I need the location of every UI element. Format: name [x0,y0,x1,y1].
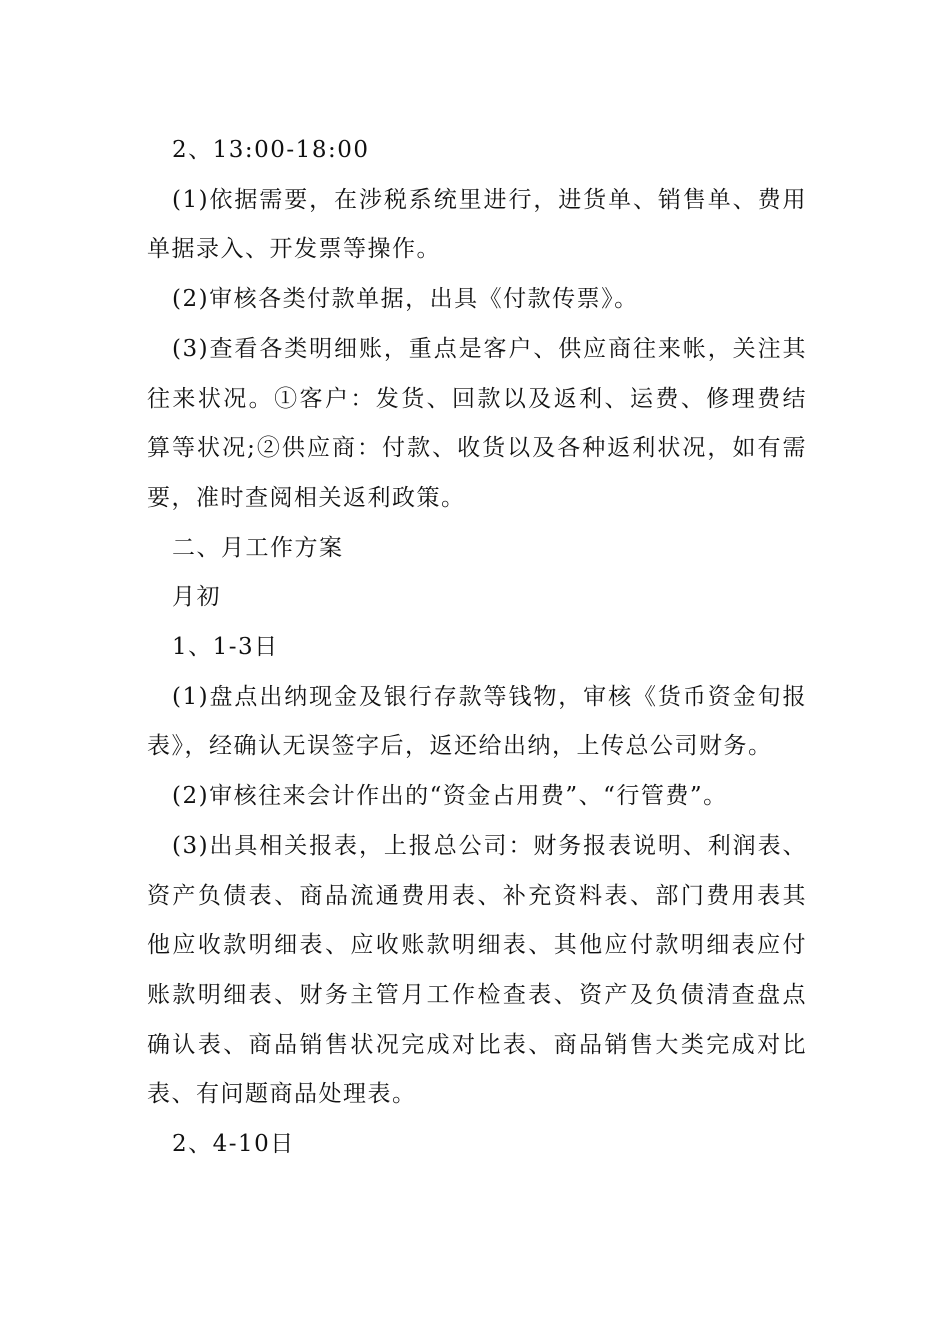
subheading-month-start: 月初 [172,584,221,611]
paragraph-month-item-3: (3)出具相关报表，上报总公司：财务报表说明、利润表、资产负债表、商品流通费用表、补充资料表、部门费用表其他应收款明细表、应收账款明细表、其他应付款明细表应付账款明细表、财务主管月工作检查表、资产及负债清查盘点确认表、商品销售状况完成对比表、商品销售大类完成对比表、有问题商品处理表。 [147,832,807,1108]
paragraph-month-item-1: (1)盘点出纳现金及银行存款等钱物，审核《货币资金旬报表》，经确认无误签字后，返还给出纳，上传总公司财务。 [147,683,807,760]
paragraph-day-range-2: 2、4-10日 [172,1131,295,1158]
paragraph-item-3: (3)查看各类明细账，重点是客户、供应商往来帐，关注其往来状况。①客户：发货、回款以及返利、运费、修理费结算等状况;②供应商：付款、收货以及各种返利状况，如有需要，准时查阅相关返利政策。 [147,335,807,511]
paragraph-item-1: (1)依据需要，在涉税系统里进行，进货单、销售单、费用单据录入、开发票等操作。 [147,186,807,263]
paragraph-item-2: (2)审核各类付款单据，出具《付款传票》。 [172,286,639,313]
section-heading-monthly-plan: 二、月工作方案 [172,534,344,561]
paragraph-day-range-1: 1、1-3日 [172,634,279,661]
paragraph-month-item-2: (2)审核往来会计作出的“资金占用费”、“行管费”。 [172,783,728,810]
document-body [147,126,807,1170]
paragraph-time-slot: 2、13:00-18:00 [172,137,370,163]
